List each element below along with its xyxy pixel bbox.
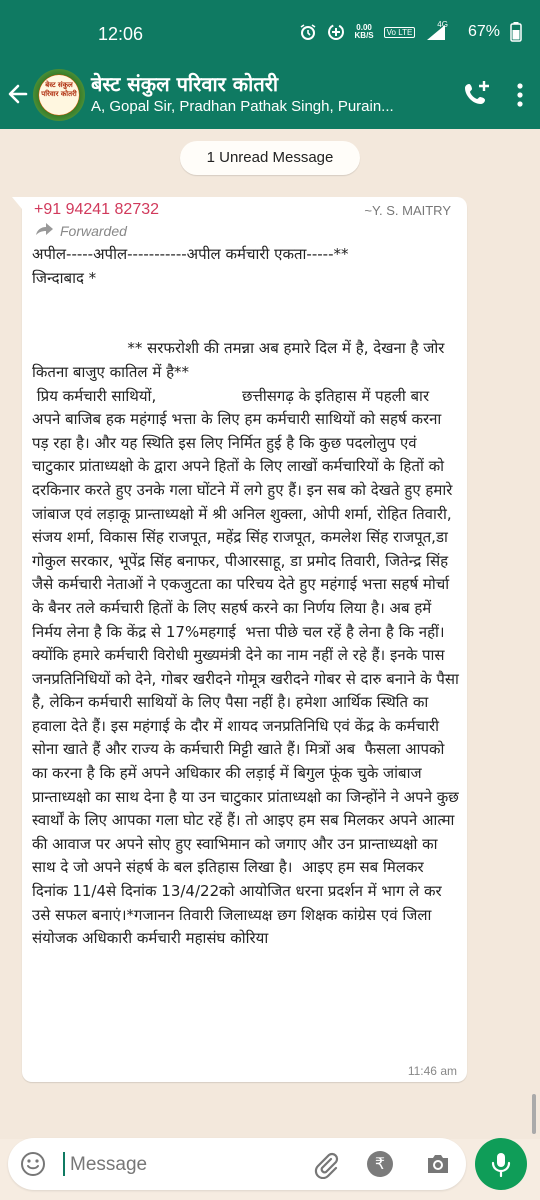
avatar-logo-text: बेस्ट संकुल परिवार कोतरी [41,81,77,98]
message-bubble[interactable] [22,197,467,1082]
status-icons [299,19,522,42]
unread-messages-pill: 1 Unread Message [180,141,360,175]
chat-participants[interactable]: A, Gopal Sir, Pradhan Pathak Singh, Purain... [91,98,394,115]
text-cursor [63,1152,65,1176]
add-call-icon[interactable] [462,79,492,109]
network-type: 4G [437,19,448,29]
forward-arrow-icon [34,222,54,239]
sender-phone[interactable]: +91 94241 82732 [34,201,160,218]
message-body: अपील-----अपील-----------अपील कर्मचारी एकता-----** जिन्दाबाद * ** सरफरोशी की तमन्ना अब हमारे दिल में है, देखना है जोर कितना बाजुए कातिल में है** प्रिय कर्मचारी साथियों, छत्तीसगढ़ के इतिहास में पहली बार अपने बाजिब हक महंगाई भत्ता के लिए हम कर्मचारी साथियों को सहर्ष करना पड़ रहा है। और यह स्थिति इस लिए निर्मित हुई है कि कुछ पदलोलुप एवं चाटुकार प्रांताध्यक्षो के द्वारा अपने हितों के लिए लाखों कर्मचारियों के हितों को दरकिनार करते हुए उनके गला घोंटने में लगे हुए हैं। इन सब को देखते हुए हमारे जांबाज एवं लड़ाकू प्रान्ताध्यक्षो में श्री अनिल शुक्ला, ओपी शर्मा, रोहित तिवारी, संजय शर्मा, विकास सिंह राजपूत, महेंद्र सिंह राजपूत, कमलेश सिंह राजपूत,डा गोकुल सरकार, भूपेंद्र सिंह बनाफर, पीआरसाहू, डा प्रमोद तिवारी, जितेन्द्र सिंह जैसे कर्मचारी नेताओं ने एकजुटता का परिचय देते हुए महंगाई भत्ता सहर्ष मोर्चा के बैनर तले कर्मचारी हितों के लिए सहर्ष करने का निर्णय लिया है। अब हमें निर्मय लेना है कि केंद्र से 17%महगाई भत्ता पीछे चल रहें है लेना है कि नहीं। क्योंकि हमारे कर्मचारी विरोधी मुख्यमंत्री देने का नाम नहीं ले रहे हैं। इनके पास जनप्रतिनिधियों को देने, गोबर खरीदने गोमूत्र खरीदने गोबर से दारु बनाने के पैसा है, लेकिन कर्मचारी साथियों के लिए पैसा नहीं है। हमेशा आर्थिक स्थिति का हवाला देते हैं। इस महंगाई के दौर में शायद जनप्रतिनिधि एवं केंद्र के कर्मचारी सोना खाते हैं और राज्य के कर्मचारी मिट्टी खाते हैं। मित्रों अब फैसला आपको का करना है कि हमें अपने अधिकार की लड़ाई में बिगुल फूंक चुके जांबाज प्रान्ताध्यक्षो का साथ देना है या उन चाटुकार प्रांताध्यक्षो का जिन्होंने ने अपने कुछ स्वार्थों के लिए आपका गला घोट रहें हैं। तो आइए हम सब मिलकर अपने आत्मा की आवाज पर अपने सोए हुए स्वाभिमान को जगाए और उन प्रान्ताध्यक्षो का साथ दे जो अपने संहर्ष के बल इतिहास लिखा है। आइए हम सब मिलकर दिनांक 11/4से दिनांक 13/4/22को आयोजित धरना प्रदर्शन में भाग ले कर उसे सफल बनाएं।*गजानन तिवारी जिलाध्यक्ष छग शिक्षक कांग्रेस एवं जिला संयोजक अधिकारी कर्मचारी महासंघ कोरिया [32,245,459,948]
payment-rupee-icon[interactable]: ₹ [367,1151,393,1177]
signal-icon [425,19,458,41]
microphone-icon [489,1151,513,1177]
data-speed-indicator [355,24,374,40]
more-options-icon[interactable] [514,80,526,110]
voice-message-button[interactable] [475,1138,527,1190]
chat-messages-area[interactable] [0,129,540,1139]
battery-icon [510,22,522,42]
message-input[interactable] [68,1146,302,1184]
forwarded-indicator [34,222,127,239]
volte-badge: Vo LTE [384,27,416,38]
alarm-icon [299,23,317,41]
emoji-icon[interactable] [20,1151,46,1177]
attachment-paperclip-icon[interactable] [313,1151,339,1179]
bubble-tail [12,197,22,209]
chat-title[interactable]: बेस्ट संकुल परिवार कोतरी [91,72,279,96]
group-avatar[interactable] [33,69,85,121]
data-speed-unit: KB/S [354,31,374,40]
camera-icon[interactable] [425,1152,451,1176]
chat-header [0,64,540,129]
message-composer [8,1138,466,1190]
clock: 12:06 [98,24,144,44]
data-speed-value: 0.00 [356,23,372,32]
message-time: 11:46 am [407,1064,457,1078]
forwarded-label: Forwarded [60,222,127,239]
sender-name: ~Y. S. MAITRY [364,203,451,218]
battery-percent: 67% [467,23,500,40]
scrollbar-thumb[interactable] [532,1094,536,1134]
data-saver-icon [327,23,345,41]
status-bar [0,0,540,64]
back-arrow-icon[interactable] [6,80,30,108]
